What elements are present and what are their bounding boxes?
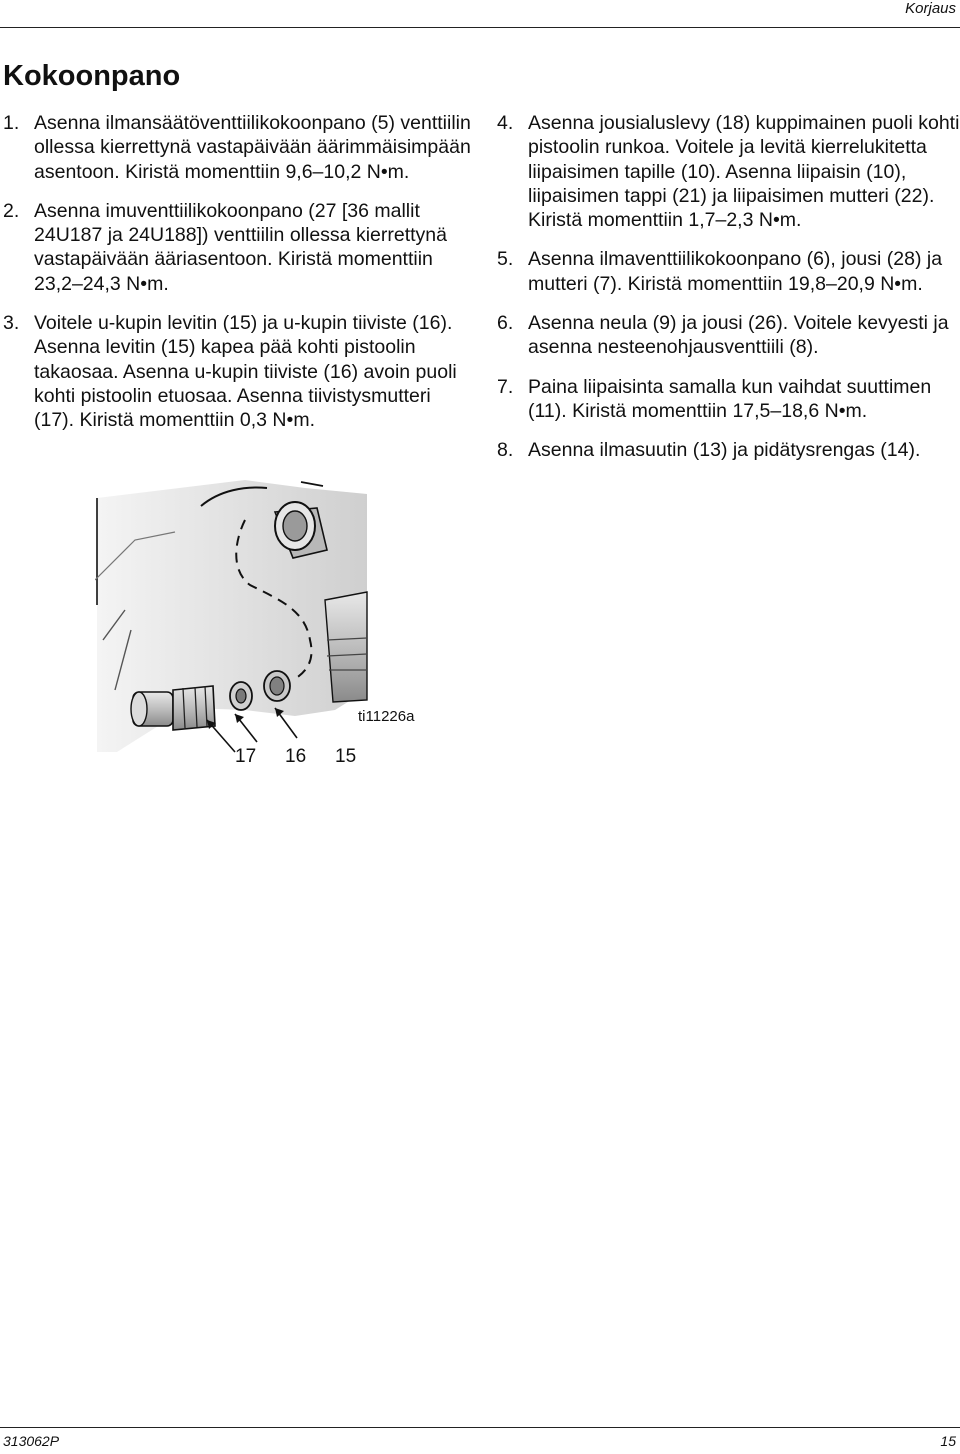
step-number: 1. [3,112,20,134]
header-section-label: Korjaus [905,0,956,17]
left-column [3,111,473,448]
figure-label-17: 17 [235,746,257,767]
footer-page-number: 15 [940,1433,956,1449]
figure-label-16: 16 [285,746,307,767]
step-number: 4. [497,112,514,134]
step-text: Asenna ilmaventtiilikokoonpano (6), jousi (28) ja mutteri (7). Kiristä momenttiin 19,8–20,9 N•m. [528,248,943,295]
figure-reference: ti11226a [358,708,415,725]
step-text: Asenna imuventtiilikokoonpano (27 [36 mallit 24U187 ja 24U188]) venttiilin ollessa kierrettynä vastapäivään ääriasentoon. Kiristä momenttiin 23,2–24,3 N•m. [34,199,447,295]
step-8 [497,438,960,462]
step-6 [497,311,960,360]
step-number: 3. [3,312,20,335]
step-text: Asenna ilmasuutin (13) ja pidätysrengas (14). [528,439,921,462]
step-number: 6. [497,312,514,335]
figure-label-15: 15 [335,746,357,767]
step-text: Asenna neula (9) ja jousi (26). Voitele kevyesti ja asenna nesteenohjausventtiili (8). [528,312,949,359]
header-rule [0,27,960,28]
step-3 [3,311,473,432]
step-number: 5. [497,248,514,271]
step-text: Asenna ilmansäätöventtiilikokoonpano (5) venttiilin ollessa kierrettynä vastapäivään äärimmäisimpään asentoon. Kiristä momenttiin 9,6–10,2 N•m. [34,112,471,183]
footer-rule [0,1427,960,1428]
step-1 [3,111,473,184]
step-7 [497,375,960,424]
step-number: 2. [3,199,20,222]
step-text: Voitele u-kupin levitin (15) ja u-kupin tiiviste (16). Asenna levitin (15) kapea pää kohti pistoolin takaosaa. Asenna u-kupin tiiviste (16) avoin puoli kohti pistoolin etuosaa. Asenna tiivistysmutteri (17). Kiristä momenttiin 0,3 N•m. [34,312,457,432]
step-4 [497,111,960,232]
step-5 [497,247,960,296]
assembly-figure [95,480,435,780]
step-number: 7. [497,375,514,398]
spray-gun-illustration [95,480,435,780]
step-number: 8. [497,439,514,462]
step-text: Paina liipaisinta samalla kun vaihdat suuttimen (11). Kiristä momenttiin 17,5–18,6 N•m. [528,375,932,422]
step-text: Asenna jousialuslevy (18) kuppimainen puoli kohti pistoolin runkoa. Voitele ja levitä kierrelukitetta liipaisimen tapille (10). Asenna liipaisin (10), liipaisimen tappi (21) ja liipaisimen mutteri (22). Kiristä momenttiin 1,7–2,3 N•m. [528,112,960,232]
page-title: Kokoonpano [3,60,181,92]
step-2 [3,199,473,296]
footer-doc-number: 313062P [3,1433,60,1449]
right-column [497,111,960,478]
